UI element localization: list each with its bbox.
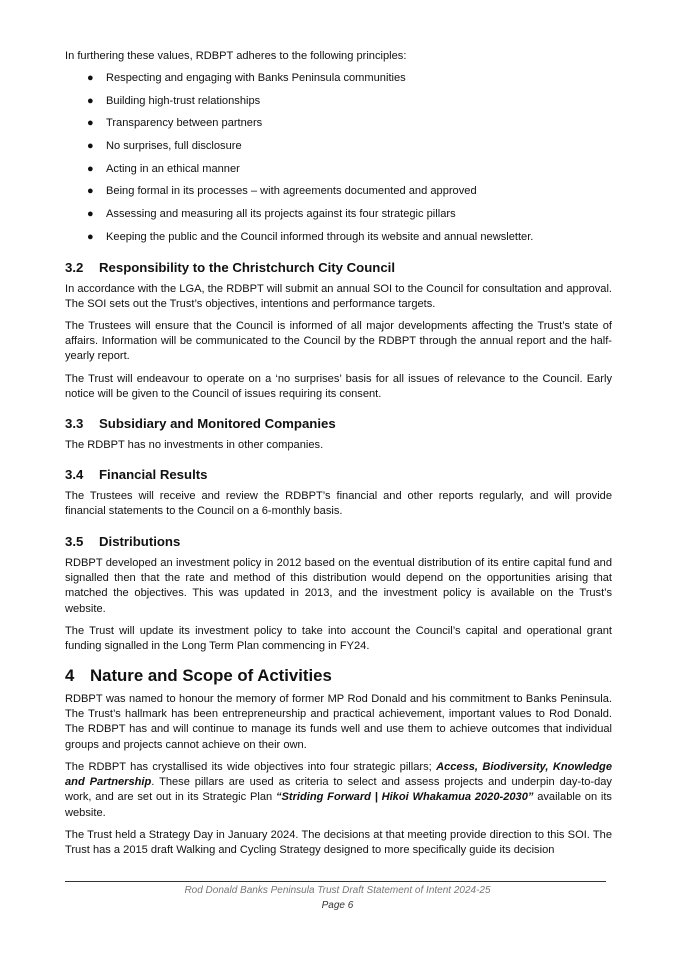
- list-item: ● Transparency between partners: [87, 117, 263, 130]
- list-item: ● Being formal in its processes – with agreements documented and approved: [87, 185, 477, 198]
- section-heading-3-5: 3.5 Distributions: [65, 534, 181, 549]
- strategic-pillars: Access, Biodiversity, Knowledge and Partnership: [65, 761, 612, 789]
- bullet-icon: ●: [87, 140, 94, 153]
- list-item: ● Acting in an ethical manner: [87, 162, 240, 175]
- bullet-icon: ●: [87, 230, 94, 243]
- paragraph: The Trust will endeavour to operate on a ‘no surprises’ basis for all issues of relevance to the Council. Early notice will be given to the Council of issues requiring its consent.: [65, 373, 612, 401]
- section-heading-3-3: 3.3 Subsidiary and Monitored Companies: [65, 416, 336, 431]
- paragraph: RDBPT developed an investment policy in 2012 based on the eventual distribution of its entire capital fund and signalled then that the rate and method of this distribution would depend on the opportunities arising that matched the objectives. This was updated in 2013, and the investment policy is available on the Trust’s website.: [65, 557, 612, 615]
- bullet-icon: ●: [87, 162, 94, 175]
- bullet-icon: ●: [87, 185, 94, 198]
- section-heading-4: 4 Nature and Scope of Activities: [65, 666, 332, 685]
- paragraph: RDBPT was named to honour the memory of former MP Rod Donald and his commitment to Banks Peninsula. The Trust’s hallmark has been entrepreneurship and practical achievement, important values to Rod Donald. The RDBPT has and will continue to manage its funds well and use them to achieve outcomes that individual groups and projects cannot achieve on their own.: [65, 693, 612, 751]
- bullet-icon: ●: [87, 117, 94, 130]
- page-number: Page 6: [321, 900, 354, 911]
- strategic-plan-title: “Striding Forward | Hikoi Whakamua 2020-2030”: [275, 791, 534, 804]
- paragraph: The Trust will update its investment policy to take into account the Council’s capital and operational grant funding signalled in the Long Term Plan commencing in FY24.: [65, 625, 612, 653]
- paragraph: In accordance with the LGA, the RDBPT will submit an annual SOI to the Council for consultation and approval. The SOI sets out the Trust’s objectives, intentions and performance targets.: [65, 283, 612, 311]
- principles-intro: In furthering these values, RDBPT adheres to the following principles:: [65, 50, 407, 62]
- bullet-icon: ●: [87, 72, 94, 84]
- list-item: ● No surprises, full disclosure: [87, 140, 242, 153]
- list-item: ● Building high-trust relationships: [87, 94, 261, 107]
- footer-divider: [65, 881, 606, 882]
- paragraph: The Trustees will receive and review the RDBPT’s financial and other reports regularly, and will provide financial statements to the Council on a 6-monthly basis.: [65, 490, 612, 518]
- section-heading-3-2: 3.2 Responsibility to the Christchurch City Council: [65, 260, 396, 275]
- list-item: ● Assessing and measuring all its projects against its four strategic pillars: [87, 208, 456, 221]
- list-item: ● Respecting and engaging with Banks Peninsula communities: [87, 72, 406, 84]
- list-item: ● Keeping the public and the Council informed through its website and annual newsletter.: [87, 230, 534, 243]
- footer-title: Rod Donald Banks Peninsula Trust Draft Statement of Intent 2024-25: [184, 885, 491, 896]
- paragraph: The RDBPT has crystallised its wide objectives into four strategic pillars; Access, Biodiversity, Knowledge and Partnership. These pillars are used as criteria to select and assess projects and underpin day-to-day work, and are set out in its Strategic Plan “Striding Forward | Hikoi Whakamua 2020-2030” available on its website.: [65, 761, 612, 819]
- bullet-icon: ●: [87, 94, 94, 107]
- bullet-icon: ●: [87, 208, 94, 221]
- principles-list: [65, 71, 614, 253]
- paragraph: The Trust held a Strategy Day in January 2024. The decisions at that meeting provide direction to this SOI. The Trust has a 2015 draft Walking and Cycling Strategy designed to more specifically guide its decision: [65, 829, 612, 857]
- paragraph: The Trustees will ensure that the Council is informed of all major developments affecting the Trust’s state of affairs. Information will be communicated to the Council by the RDBPT through the annual report and the half-yearly report.: [65, 320, 612, 363]
- paragraph: The RDBPT has no investments in other companies.: [65, 439, 324, 451]
- section-heading-3-4: 3.4 Financial Results: [65, 467, 208, 482]
